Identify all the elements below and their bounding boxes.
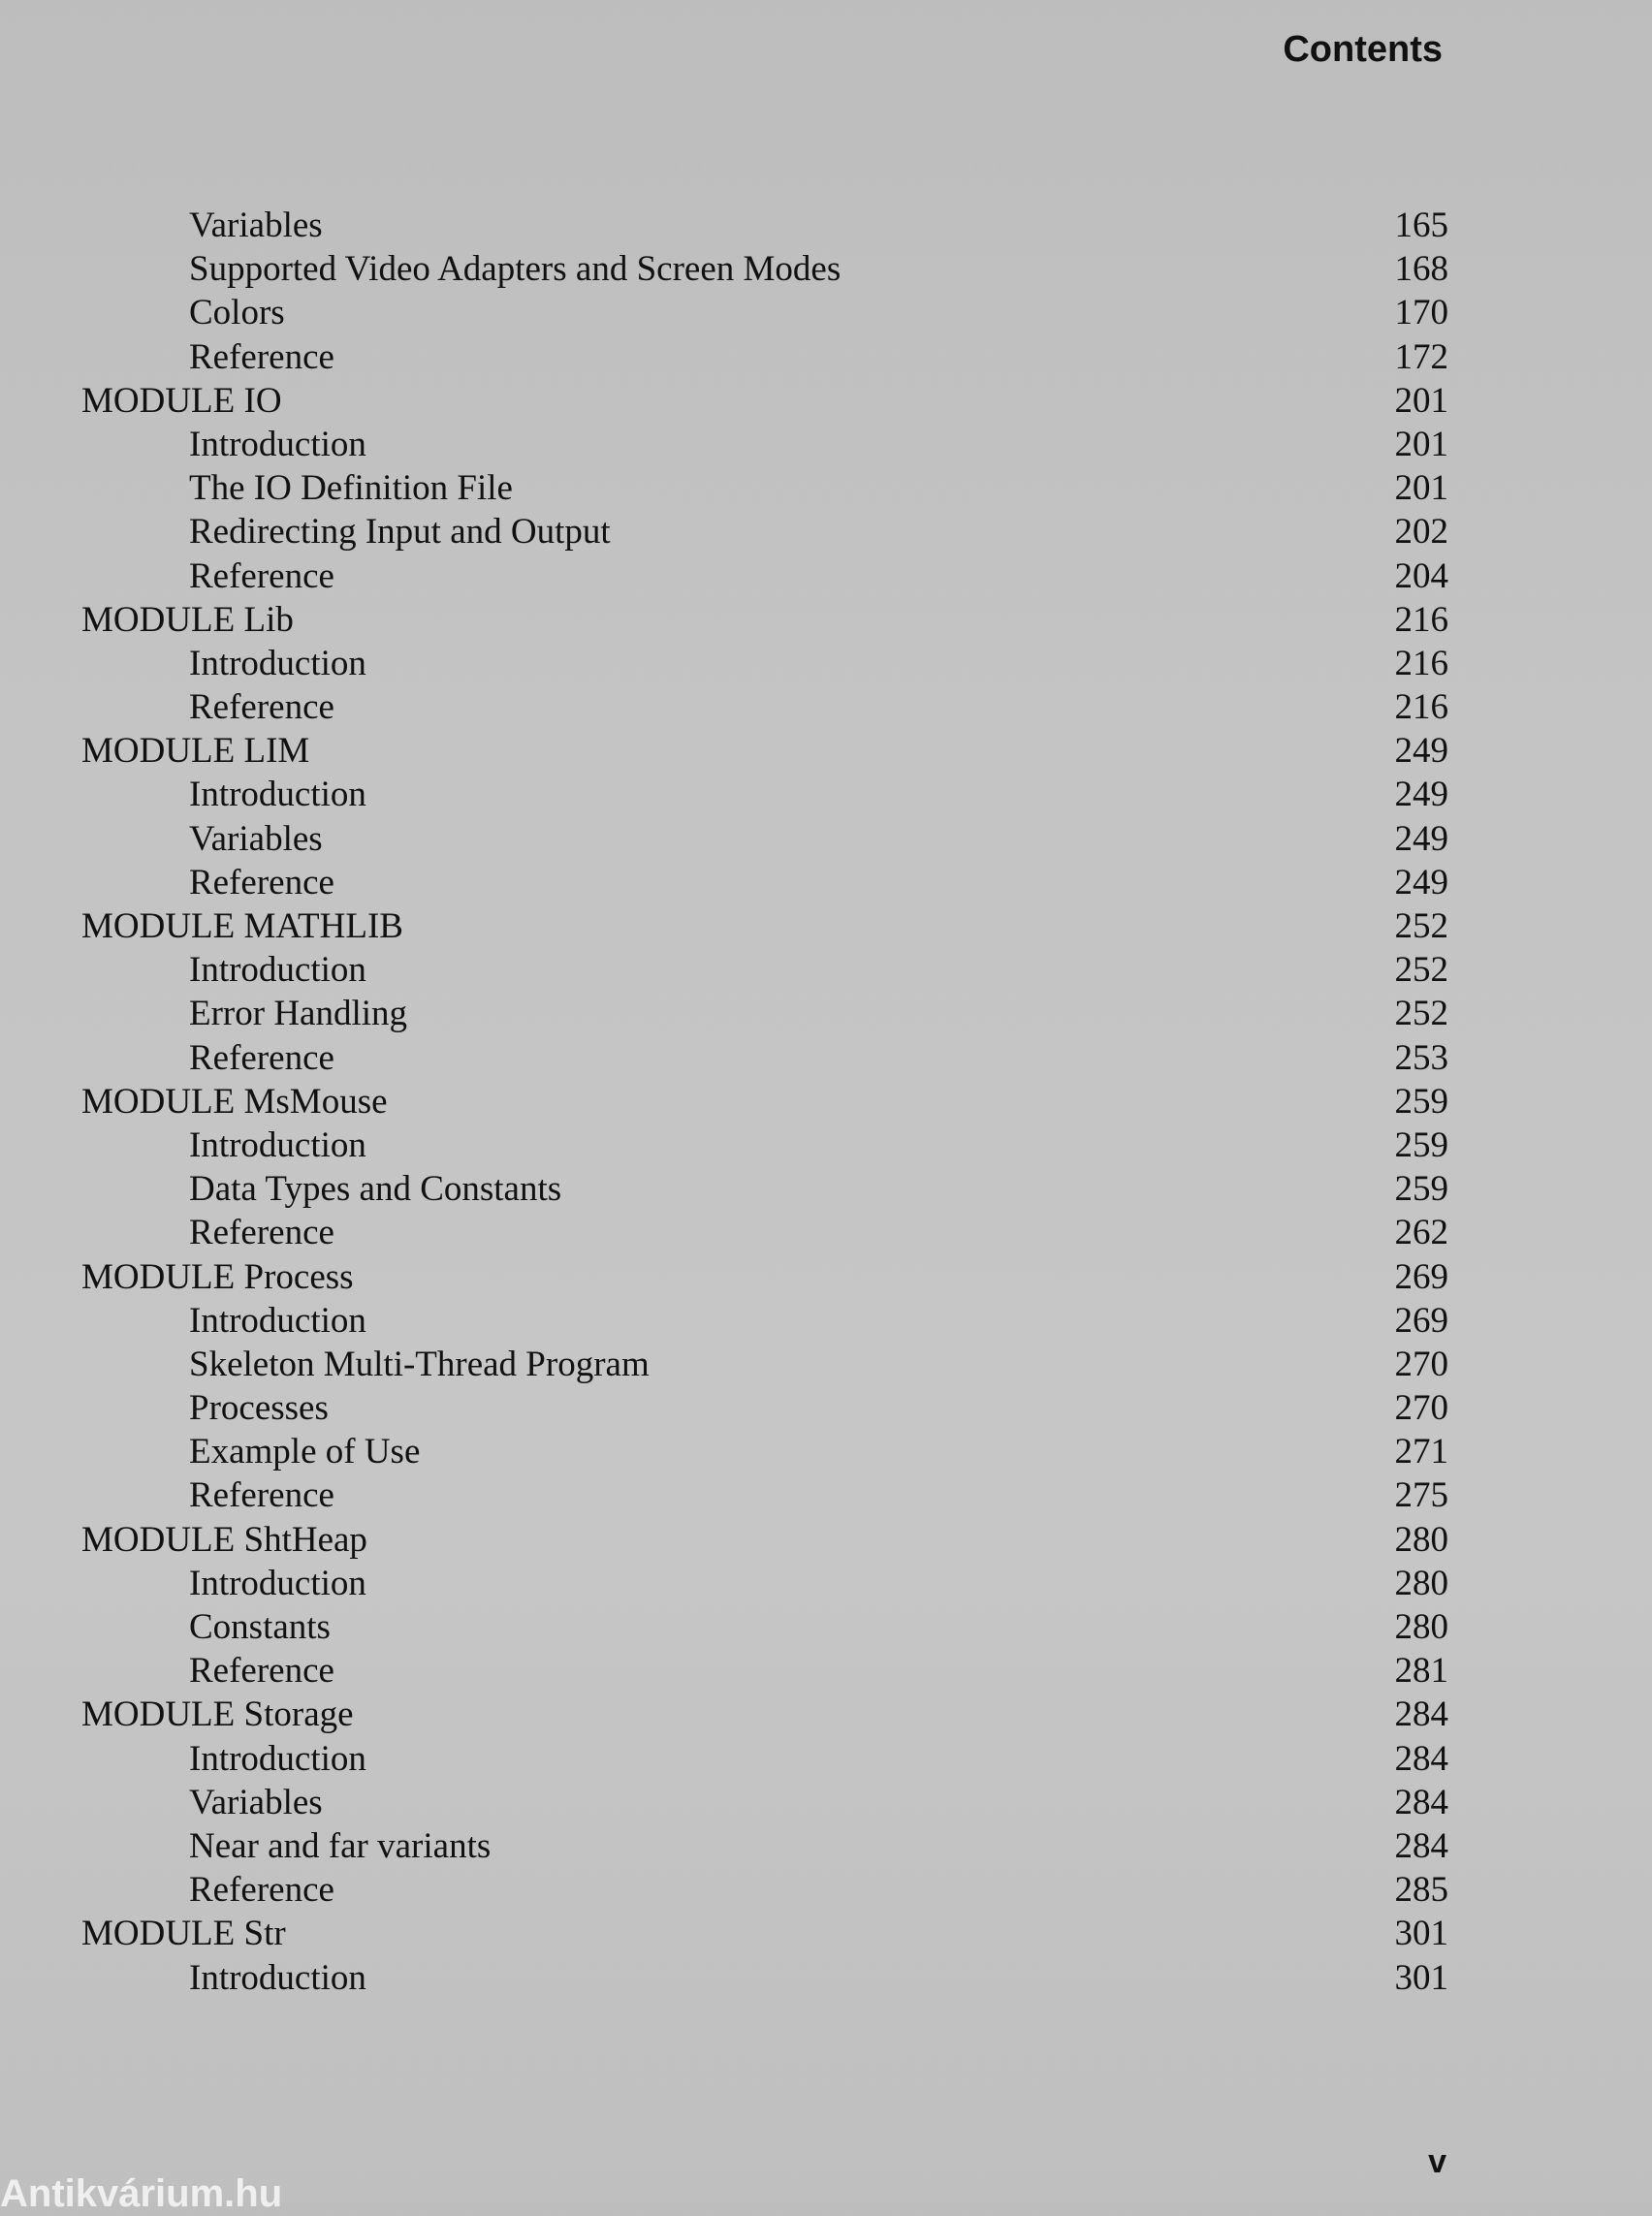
toc-subsection-row xyxy=(81,335,1448,379)
toc-page-number: 252 xyxy=(1394,994,1448,1034)
toc-page-number: 249 xyxy=(1394,862,1448,902)
toc-entry-title: Reference xyxy=(189,1037,334,1078)
toc-entry-title: Supported Video Adapters and Screen Modes xyxy=(189,249,842,290)
toc-entry-title: Near and far variants xyxy=(189,1825,492,1866)
toc-entry-title: Introduction xyxy=(189,950,366,991)
page-header-title: Contents xyxy=(1283,29,1443,70)
toc-page-number: 280 xyxy=(1394,1519,1448,1560)
toc-section-row xyxy=(81,598,1448,642)
toc-page-number: 170 xyxy=(1394,293,1448,333)
toc-subsection-row xyxy=(81,204,1448,247)
toc-page-number: 216 xyxy=(1394,687,1448,728)
toc-page-number: 270 xyxy=(1394,1388,1448,1429)
toc-subsection-row xyxy=(81,1781,1448,1824)
toc-page-number: 202 xyxy=(1394,512,1448,553)
toc-page-number: 284 xyxy=(1394,1782,1448,1822)
toc-page-number: 201 xyxy=(1394,468,1448,509)
toc-entry-title: Skeleton Multi-Thread Program xyxy=(189,1344,650,1384)
toc-page-number: 301 xyxy=(1394,1914,1448,1954)
toc-subsection-row xyxy=(81,423,1448,466)
toc-entry-title: The IO Definition File xyxy=(189,468,513,509)
toc-page-number: 216 xyxy=(1394,643,1448,683)
toc-section-row xyxy=(81,379,1448,423)
toc-entry-title: MODULE Process xyxy=(81,1256,354,1297)
toc-subsection-row xyxy=(81,1343,1448,1386)
toc-subsection-row xyxy=(81,1956,1448,2000)
toc-page-number: 252 xyxy=(1394,950,1448,991)
toc-subsection-row xyxy=(81,554,1448,598)
toc-entry-title: Introduction xyxy=(189,1300,366,1341)
toc-section-row xyxy=(81,1912,1448,1955)
toc-entry-title: Reference xyxy=(189,687,334,728)
toc-entry-title: Introduction xyxy=(189,1124,366,1165)
toc-entry-title: Variables xyxy=(189,206,323,245)
toc-section-row xyxy=(81,1080,1448,1124)
toc-entry-title: Reference xyxy=(189,336,334,377)
toc-entry-title: MODULE IO xyxy=(81,380,282,421)
toc-page-number: 249 xyxy=(1394,731,1448,772)
toc-subsection-row xyxy=(81,1211,1448,1254)
toc-section-row xyxy=(81,1255,1448,1299)
toc-entry-title: Reference xyxy=(189,555,334,596)
toc-entry-title: MODULE ShtHeap xyxy=(81,1519,367,1560)
toc-entry-title: Introduction xyxy=(189,424,366,464)
toc-subsection-row xyxy=(81,1562,1448,1605)
toc-entry-title: MODULE LIM xyxy=(81,731,310,772)
toc-page-number: 249 xyxy=(1394,775,1448,815)
toc-subsection-row xyxy=(81,1124,1448,1167)
toc-entry-title: Variables xyxy=(189,1782,323,1822)
toc-entry-title: MODULE Str xyxy=(81,1914,286,1954)
toc-section-row xyxy=(81,729,1448,773)
watermark-text: Antikvárium.hu xyxy=(0,2172,283,2215)
toc-page-number: 172 xyxy=(1394,336,1448,377)
toc-entry-title: MODULE MsMouse xyxy=(81,1081,388,1122)
toc-page-number: 165 xyxy=(1394,206,1448,245)
toc-entry-title: Constants xyxy=(189,1607,331,1647)
toc-subsection-row xyxy=(81,1868,1448,1912)
toc-entry-title: Introduction xyxy=(189,1563,366,1603)
toc-entry-title: Introduction xyxy=(189,775,366,815)
toc-subsection-row xyxy=(81,466,1448,510)
toc-subsection-row xyxy=(81,1824,1448,1868)
toc-subsection-row xyxy=(81,510,1448,554)
toc-page-number: 284 xyxy=(1394,1738,1448,1779)
toc-entry-title: MODULE MATHLIB xyxy=(81,906,403,946)
toc-entry-title: Reference xyxy=(189,1475,334,1516)
table-of-contents xyxy=(81,204,1448,2000)
toc-page-number: 204 xyxy=(1394,555,1448,596)
toc-entry-title: Reference xyxy=(189,1213,334,1253)
toc-section-row xyxy=(81,904,1448,948)
toc-page-number: 252 xyxy=(1394,906,1448,946)
toc-subsection-row xyxy=(81,1299,1448,1343)
toc-page-number: 280 xyxy=(1394,1607,1448,1647)
toc-subsection-row xyxy=(81,642,1448,685)
toc-page-number: 269 xyxy=(1394,1300,1448,1341)
toc-subsection-row xyxy=(81,992,1448,1035)
toc-page-number: 275 xyxy=(1394,1475,1448,1516)
toc-section-row xyxy=(81,1693,1448,1736)
toc-section-row xyxy=(81,1518,1448,1562)
toc-page-number: 168 xyxy=(1394,249,1448,290)
toc-subsection-row xyxy=(81,1167,1448,1211)
toc-page-number: 201 xyxy=(1394,380,1448,421)
toc-subsection-row xyxy=(81,291,1448,334)
toc-entry-title: Redirecting Input and Output xyxy=(189,512,611,553)
toc-page-number: 301 xyxy=(1394,1957,1448,1998)
toc-subsection-row xyxy=(81,817,1448,861)
toc-entry-title: Introduction xyxy=(189,643,366,683)
toc-page-number: 249 xyxy=(1394,818,1448,859)
toc-page-number: 259 xyxy=(1394,1169,1448,1210)
toc-entry-title: Colors xyxy=(189,293,285,333)
toc-subsection-row xyxy=(81,1036,1448,1080)
toc-page-number: 285 xyxy=(1394,1870,1448,1911)
toc-page-number: 284 xyxy=(1394,1825,1448,1866)
toc-page-number: 201 xyxy=(1394,424,1448,464)
toc-subsection-row xyxy=(81,1473,1448,1517)
toc-page-number: 259 xyxy=(1394,1124,1448,1165)
toc-page-number: 269 xyxy=(1394,1256,1448,1297)
toc-page-number: 281 xyxy=(1394,1651,1448,1692)
toc-entry-title: Introduction xyxy=(189,1738,366,1779)
toc-page-number: 270 xyxy=(1394,1344,1448,1384)
toc-page-number: 280 xyxy=(1394,1563,1448,1603)
toc-subsection-row xyxy=(81,1649,1448,1693)
toc-page-number: 259 xyxy=(1394,1081,1448,1122)
toc-entry-title: Reference xyxy=(189,1651,334,1692)
toc-entry-title: Variables xyxy=(189,818,323,859)
toc-subsection-row xyxy=(81,247,1448,291)
toc-subsection-row xyxy=(81,1605,1448,1649)
toc-subsection-row xyxy=(81,773,1448,816)
toc-page-number: 284 xyxy=(1394,1694,1448,1735)
toc-entry-title: Example of Use xyxy=(189,1432,421,1472)
toc-subsection-row xyxy=(81,948,1448,992)
toc-entry-title: Processes xyxy=(189,1388,329,1429)
toc-page-number: 216 xyxy=(1394,599,1448,640)
toc-entry-title: Data Types and Constants xyxy=(189,1169,562,1210)
page-number: v xyxy=(1428,2143,1446,2180)
toc-subsection-row xyxy=(81,1386,1448,1430)
toc-page-number: 271 xyxy=(1394,1432,1448,1472)
toc-entry-title: Introduction xyxy=(189,1957,366,1998)
toc-entry-title: MODULE Storage xyxy=(81,1694,354,1735)
toc-page-number: 253 xyxy=(1394,1037,1448,1078)
toc-entry-title: Reference xyxy=(189,1870,334,1911)
toc-subsection-row xyxy=(81,1430,1448,1473)
toc-subsection-row xyxy=(81,861,1448,904)
toc-subsection-row xyxy=(81,1737,1448,1781)
toc-entry-title: Reference xyxy=(189,862,334,902)
toc-page-number: 262 xyxy=(1394,1213,1448,1253)
toc-subsection-row xyxy=(81,685,1448,729)
toc-entry-title: Error Handling xyxy=(189,994,408,1034)
toc-entry-title: MODULE Lib xyxy=(81,599,294,640)
